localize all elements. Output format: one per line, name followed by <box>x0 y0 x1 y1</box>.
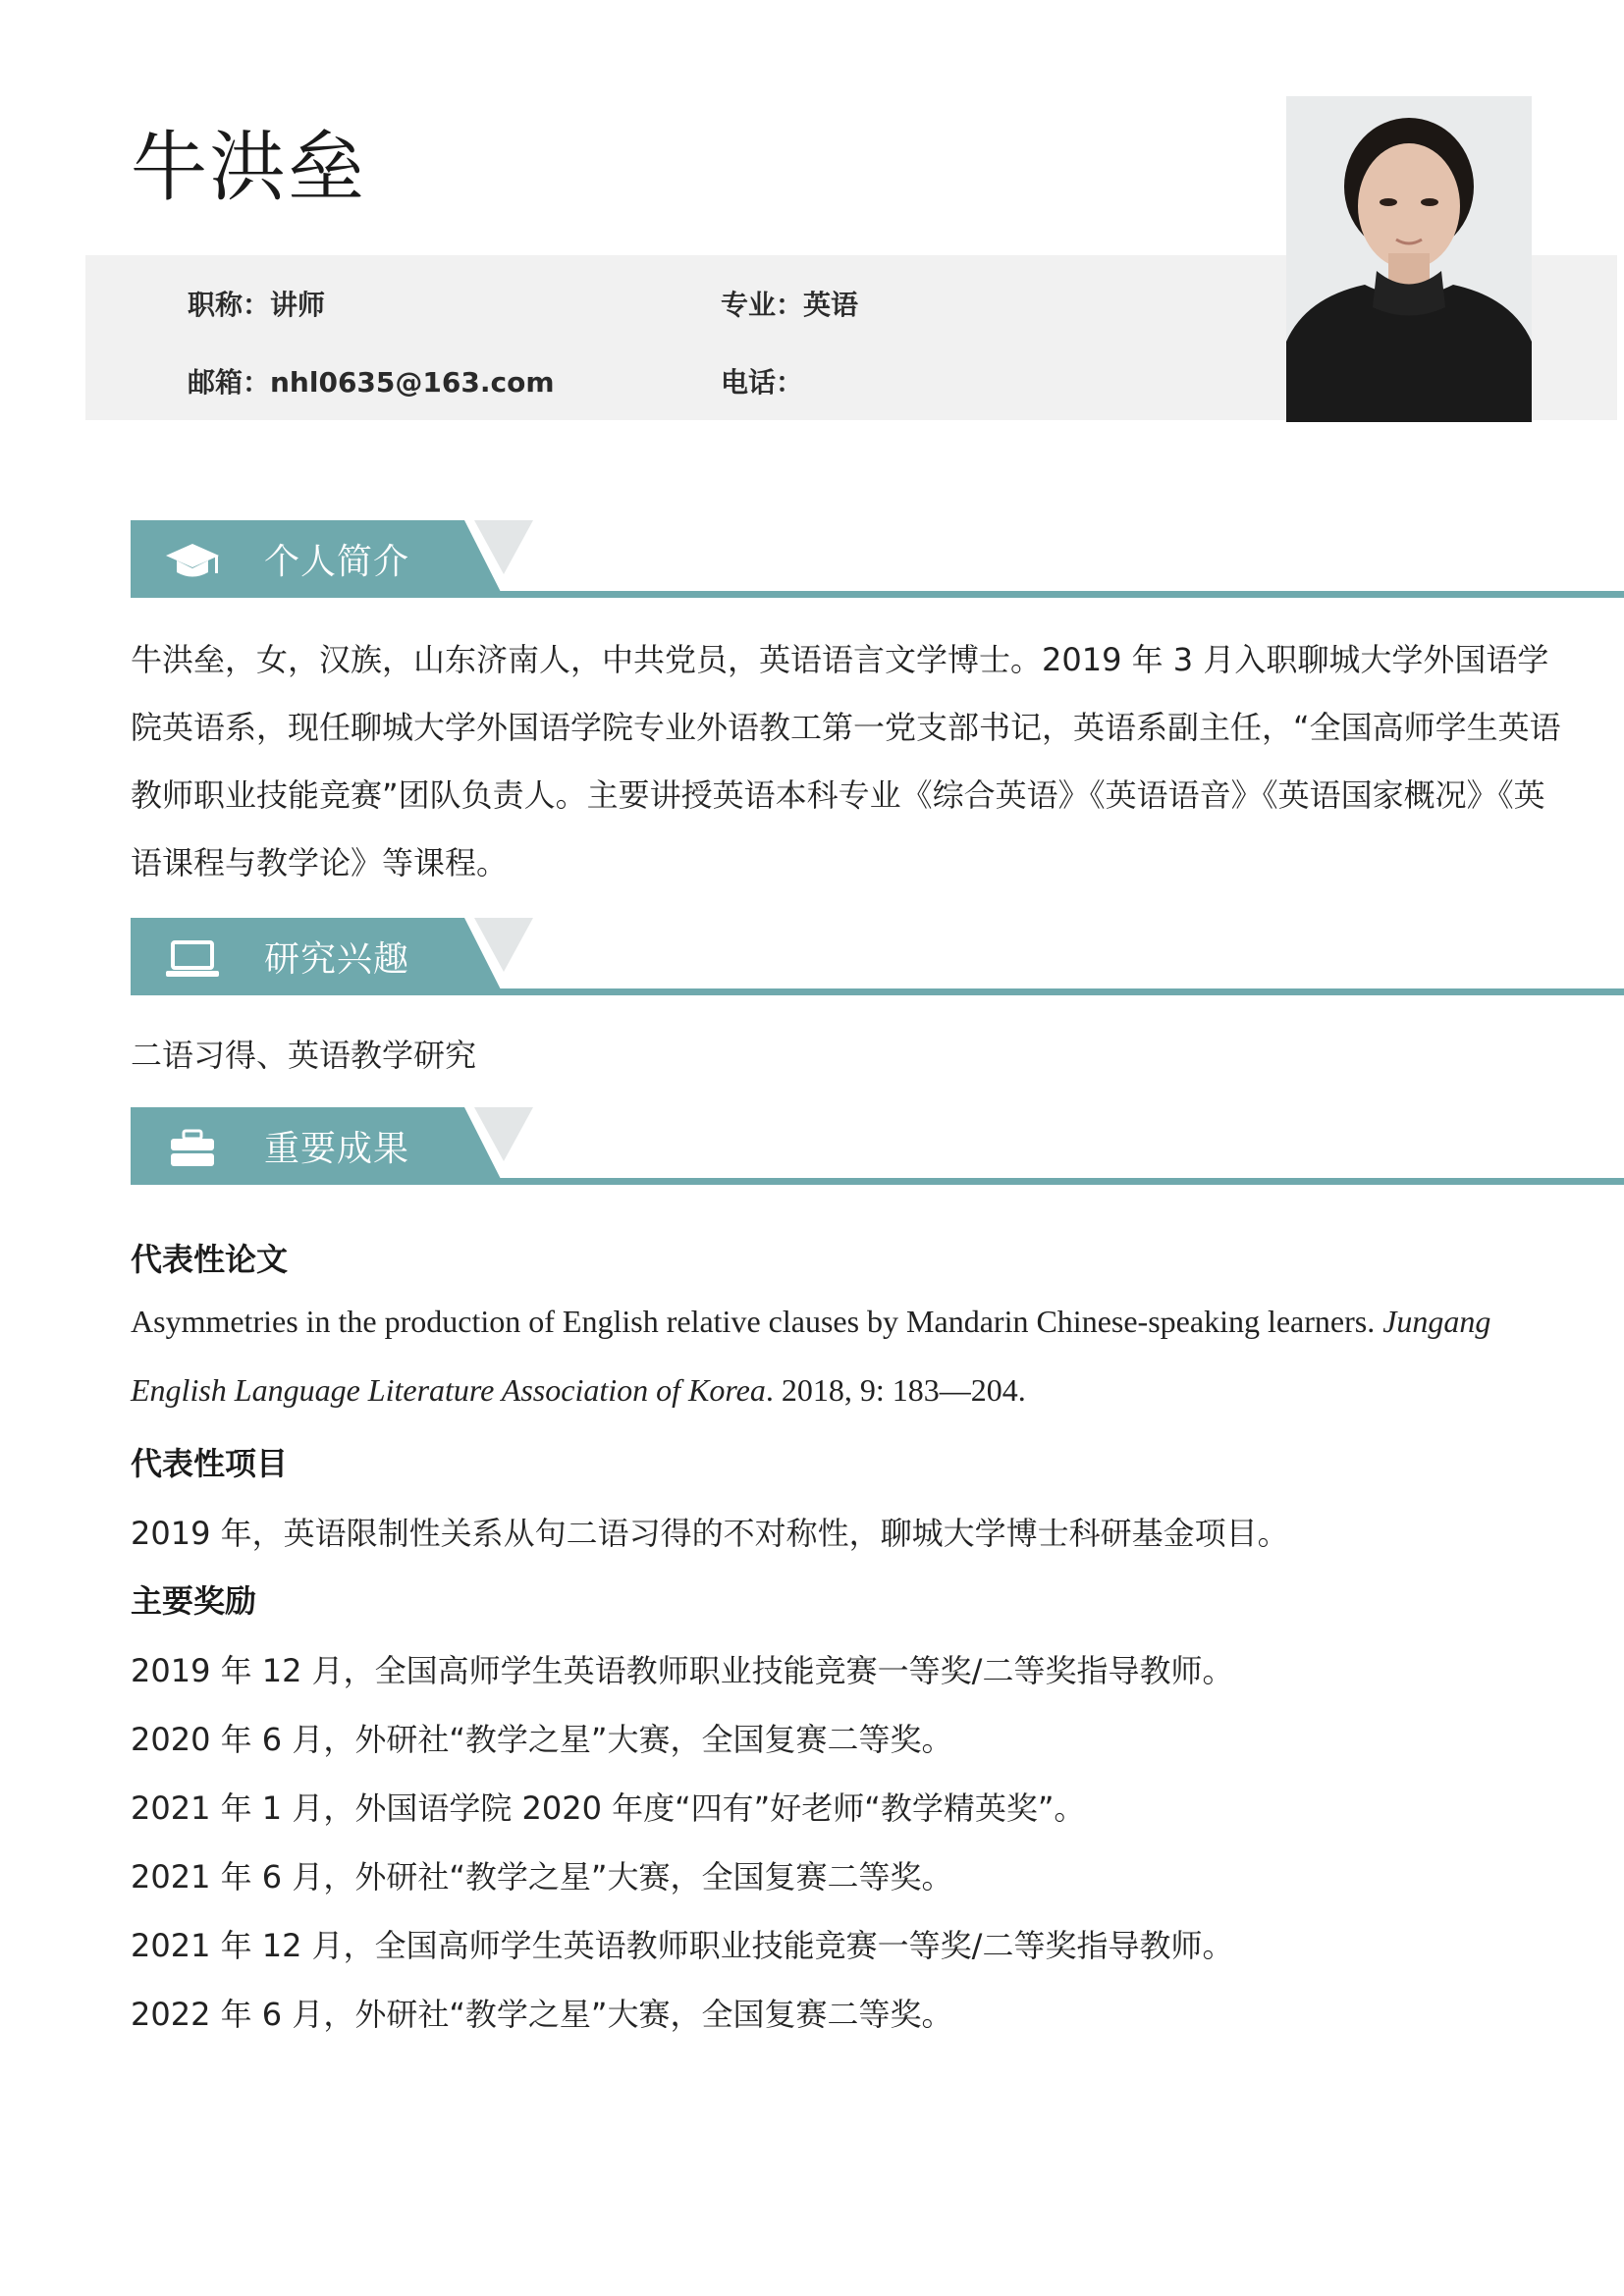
major-field: 专业：英语 <box>721 289 859 321</box>
project-text: 2019 年，英语限制性关系从句二语习得的不对称性，聊城大学博士科研基金项目。 <box>131 1515 1289 1552</box>
paper-heading: 代表性论文 <box>131 1241 289 1278</box>
research-text: 二语习得、英语教学研究 <box>131 1037 477 1074</box>
award-item: 2022 年 6 月，外研社“教学之星”大赛，全国复赛二等奖。 <box>131 1996 953 2033</box>
laptop-icon <box>164 937 221 981</box>
section-header-intro <box>131 520 1624 604</box>
graduation-cap-icon <box>164 540 221 583</box>
project-heading: 代表性项目 <box>131 1445 289 1482</box>
phone-field: 电话： <box>721 366 804 399</box>
section-title-achievements: 重要成果 <box>264 1129 410 1169</box>
award-item: 2021 年 1 月，外国语学院 2020 年度“四有”好老师“教学精英奖”。 <box>131 1789 1086 1827</box>
section-header-achievements <box>131 1107 1624 1191</box>
person-name: 牛洪垒 <box>131 124 367 212</box>
profile-photo <box>1286 96 1532 422</box>
paper-details: . 2018, 9: 183—204. <box>765 1372 1026 1408</box>
award-item: 2021 年 6 月，外研社“教学之星”大赛，全国复赛二等奖。 <box>131 1858 953 1896</box>
email-field: 邮箱：nhl0635@163.com <box>188 366 555 399</box>
paper-journal: Jungang English Language Literature Association of Korea <box>131 1304 1491 1408</box>
section-header-research <box>131 918 1624 1001</box>
awards-heading: 主要奖励 <box>131 1582 257 1620</box>
award-item: 2021 年 12 月，全国高师学生英语教师职业技能竞赛一等奖/二等奖指导教师。 <box>131 1927 1234 1964</box>
intro-text: 牛洪垒，女，汉族，山东济南人，中共党员，英语语言文学博士。2019 年 3 月入职聊城大学外国语学院英语系，现任聊城大学外国语学院专业外语教工第一党支部书记，英语系副主任，“全国高师学生英语教师职业技能竞赛”团队负责人。主要讲授英语本科专业《综合英语》《英语语音》《英语国家概况》《英语课程与教学论》等课程。 <box>131 641 1561 881</box>
paper-citation <box>131 1287 1574 1424</box>
title-field: 职称：讲师 <box>188 289 326 321</box>
section-title-research: 研究兴趣 <box>264 939 410 980</box>
award-item: 2020 年 6 月，外研社“教学之星”大赛，全国复赛二等奖。 <box>131 1721 953 1758</box>
paper-title: Asymmetries in the production of English relative clauses by Mandarin Chinese-speaking learners. <box>131 1304 1383 1339</box>
section-title-intro: 个人简介 <box>264 542 410 582</box>
award-item: 2019 年 12 月，全国高师学生英语教师职业技能竞赛一等奖/二等奖指导教师。 <box>131 1652 1234 1689</box>
briefcase-icon <box>164 1127 221 1170</box>
